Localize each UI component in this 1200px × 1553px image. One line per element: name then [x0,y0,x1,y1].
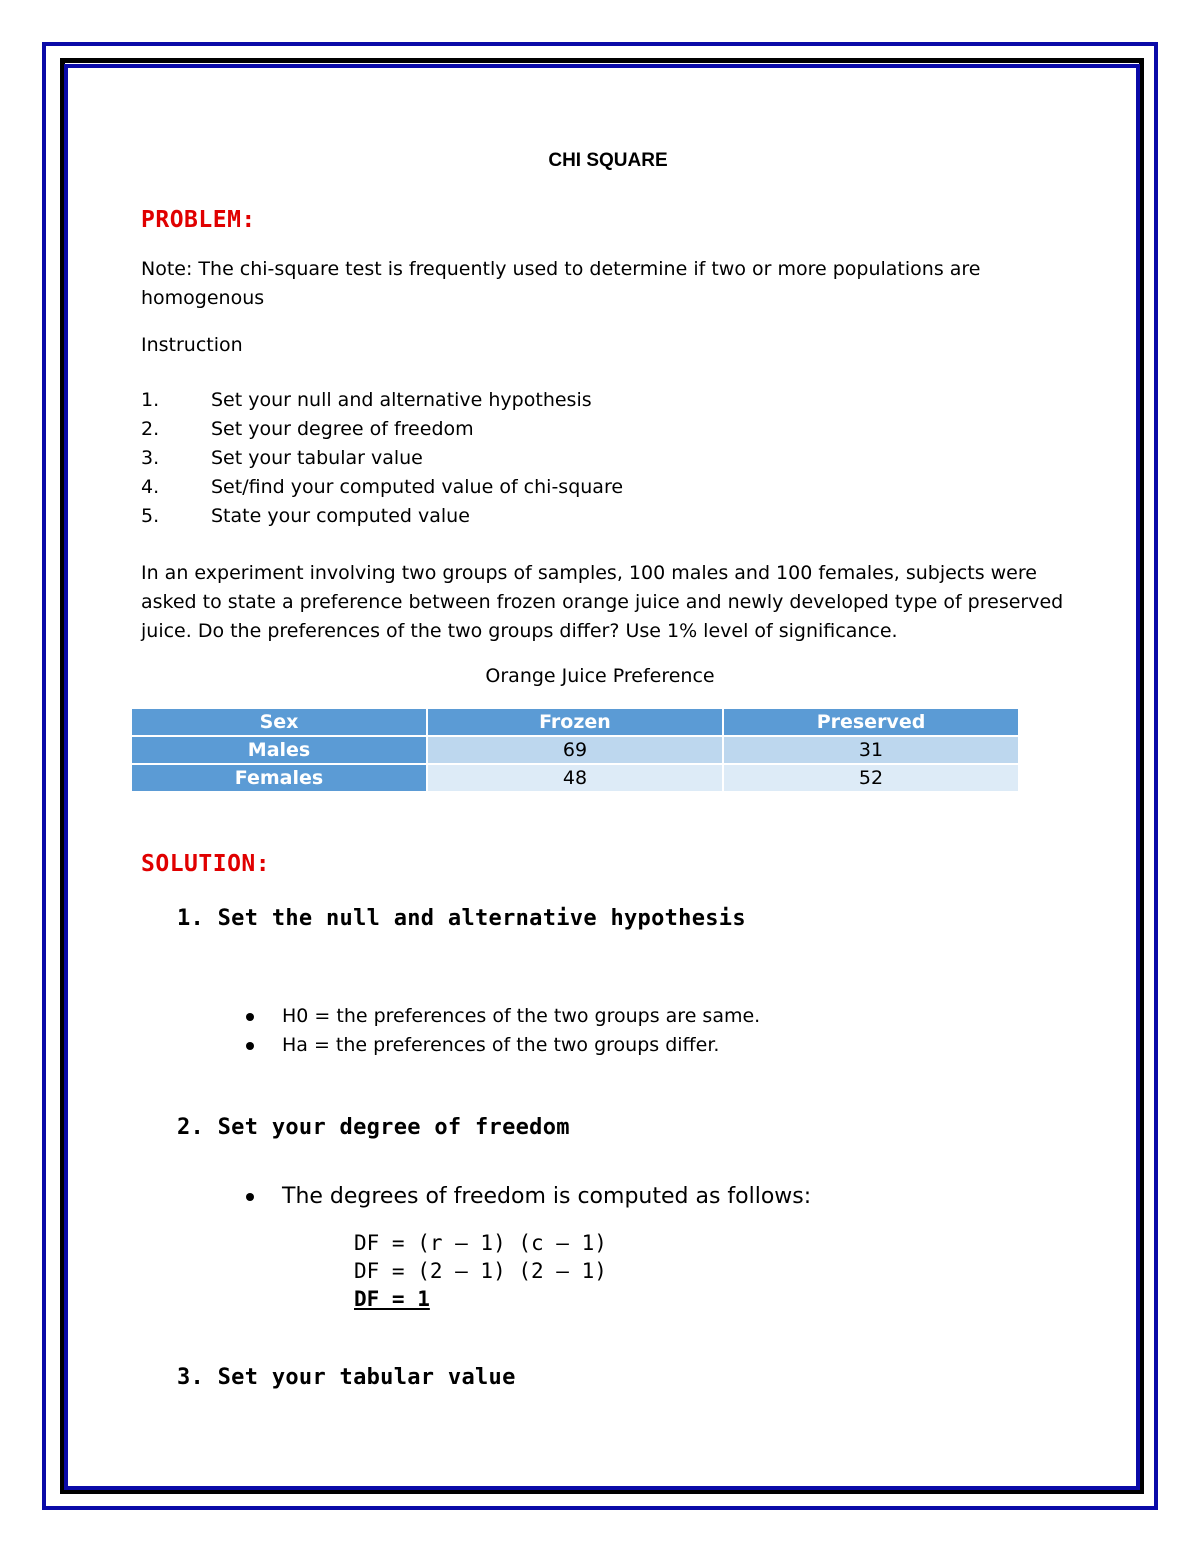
df-formula: DF = (r – 1) (c – 1) [354,1231,607,1255]
solution-heading: SOLUTION: [141,851,271,877]
instruction-item: 3. Set your tabular value [141,447,423,469]
note-paragraph [141,255,980,313]
preference-table [130,707,1020,793]
cell-preserved: 52 [724,765,1018,791]
df-result: DF = 1 [354,1287,430,1311]
instruction-item: 4. Set/find your computed value of chi-square [141,476,624,498]
table-row [132,737,1018,763]
header-sex: Sex [132,709,426,735]
header-preserved: Preserved [724,709,1018,735]
table-caption: Orange Juice Preference [485,665,715,687]
cell-preserved: 31 [724,737,1018,763]
row-label: Females [132,765,426,791]
instruction-item: 1. Set your null and alternative hypothesis [141,389,592,411]
step1-heading: 1. Set the null and alternative hypothesis [177,906,746,931]
cell-frozen: 69 [428,737,722,763]
hypothesis-list [246,1002,760,1060]
row-label: Males [132,737,426,763]
problem-line-3: juice. Do the preferences of the two groups differ? Use 1% level of significance. [141,620,898,642]
problem-line-2: asked to state a preference between frozen orange juice and newly developed type of preserved [141,591,1064,613]
list-item: H0 = the preferences of the two groups are same. [246,1002,760,1031]
df-intro: The degrees of freedom is computed as follows: [246,1182,811,1212]
table-header-row [132,709,1018,735]
step2-heading: 2. Set your degree of freedom [177,1115,570,1140]
df-computation [354,1229,607,1313]
instruction-list [141,386,623,531]
cell-frozen: 48 [428,765,722,791]
bullet-icon [246,1042,254,1050]
instruction-item: 2. Set your degree of freedom [141,418,474,440]
list-item: Ha = the preferences of the two groups differ. [246,1031,760,1060]
step3-heading: 3. Set your tabular value [177,1365,516,1390]
instruction-item: 5. State your computed value [141,505,470,527]
header-frozen: Frozen [428,709,722,735]
problem-line-1: In an experiment involving two groups of samples, 100 males and 100 females, subjects were [141,562,1037,584]
bullet-icon [246,1193,254,1201]
instruction-label: Instruction [141,334,243,356]
problem-statement [141,559,1063,646]
df-substitution: DF = (2 – 1) (2 – 1) [354,1259,607,1283]
note-line-2: homogenous [141,287,265,309]
table-row [132,765,1018,791]
document-title: CHI SQUARE [548,150,668,171]
note-line-1: Note: The chi-square test is frequently used to determine if two or more populations are [141,258,981,280]
problem-heading: PROBLEM: [141,207,256,233]
bullet-icon [246,1013,254,1021]
